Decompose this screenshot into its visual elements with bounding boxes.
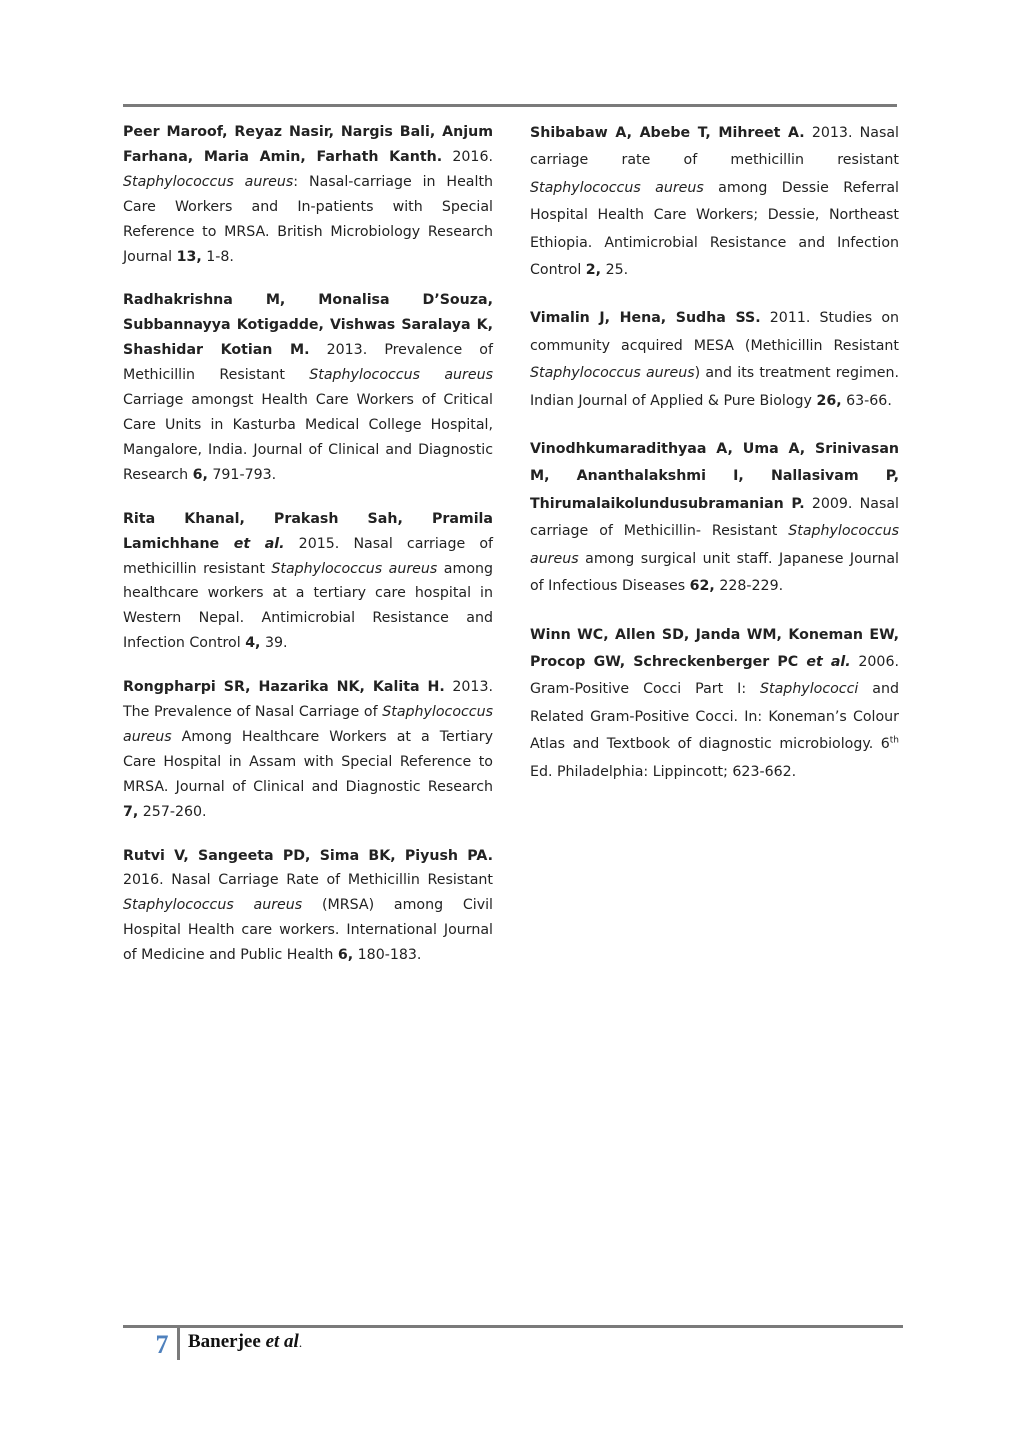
species-name: Staphylococcus aureus (530, 179, 704, 196)
references-right-column (530, 120, 899, 807)
species-name: Staphylococci (760, 681, 859, 698)
reference-pages: 1-8. (201, 248, 234, 265)
reference-volume: 4, (245, 635, 261, 652)
running-footer (188, 1331, 302, 1353)
footer-author-name: Banerjee (188, 1331, 261, 1352)
reference-text: 2016. (442, 148, 493, 165)
reference-text: 2015. Nasal carriage of methicillin resistant (123, 535, 494, 577)
species-name: Staphylococcus aureus (123, 897, 303, 914)
reference-entry (123, 675, 493, 824)
superscript: th (889, 735, 899, 746)
header-rule (123, 104, 897, 107)
reference-pages: 25. (601, 262, 629, 279)
reference-authors: Vimalin J, Hena, Sudha SS. (530, 310, 761, 327)
reference-volume: 6, (192, 466, 208, 483)
species-name: Staphylococcus aureus (530, 365, 695, 382)
reference-entry (123, 507, 493, 656)
reference-pages: 228-229. (714, 578, 784, 595)
reference-authors: Rongpharpi SR, Hazarika NK, Kalita H. (123, 679, 445, 696)
reference-pages: 39. (260, 635, 288, 652)
reference-pages: 791-793. (207, 466, 277, 483)
reference-pages: 257-260. (138, 803, 207, 820)
reference-authors: Shibabaw A, Abebe T, Mihreet A. (530, 125, 805, 141)
reference-etal: et al. (219, 535, 285, 552)
reference-text: 2013. Prevalence of Methicillin Resistant (123, 342, 493, 384)
reference-text: 2016. Nasal Carriage Rate of Methicillin Resistant (123, 872, 493, 889)
reference-text: and Related Gram-Positive Cocci. In: Koneman’s Colour Atlas and Textbook of diagnostic microbiology. 6 (530, 681, 899, 753)
reference-authors: Rutvi V, Sangeeta PD, Sima BK, Piyush PA. (123, 847, 493, 864)
species-name: Staphylococcus aureus (271, 560, 438, 577)
reference-pages: 63-66. (841, 392, 892, 409)
reference-entry (530, 120, 899, 284)
reference-text: Among Healthcare Workers at a Tertiary Care Hospital in Assam with Special Reference to MRSA. Journal of Clinical and Diagnostic Research (123, 728, 493, 795)
species-name: Staphylococcus aureus (309, 367, 493, 384)
reference-entry (123, 844, 493, 969)
reference-text: 2011. Studies on community acquired MESA (Methicillin Resistant (530, 310, 899, 354)
reference-volume: 2, (585, 262, 602, 279)
reference-authors: Vinodhkumaradithyaa A, Uma A, Srinivasan M, Ananthalakshmi I, Nallasivam P, Thirumalaikolundusubramanian P. (530, 441, 899, 512)
reference-entry (530, 622, 899, 786)
footer-rule (123, 1325, 903, 1328)
reference-text: (MRSA) among Civil Hospital Health care workers. International Journal of Medicine and Public Health (123, 897, 493, 964)
reference-text: 2013. The Prevalence of Nasal Carriage of (123, 679, 493, 721)
reference-text: 2006. Gram-Positive Cocci Part I: (530, 653, 899, 698)
reference-text: among healthcare workers at a tertiary care hospital in Western Nepal. Antimicrobial Resistance and Infection Control (123, 560, 493, 652)
reference-text: among Dessie Referral Hospital Health Care Workers; Dessie, Northeast Ethiopia. Antimicrobial Resistance and Infection Control (530, 179, 899, 279)
reference-text: 2013. Nasal carriage rate of methicillin resistant (530, 125, 899, 169)
reference-authors: Radhakrishna M, Monalisa D’Souza, Subbannayya Kotigadde, Vishwas Saralaya K, Shashidar Kotian M. (123, 292, 493, 359)
reference-volume: 62, (689, 578, 715, 595)
reference-volume: 26, (816, 392, 842, 409)
reference-text: Carriage amongst Health Care Workers of Critical Care Units in Kasturba Medical College Hospital, Mangalore, India. Journal of Clinical and Diagnostic Research (123, 392, 493, 483)
reference-text: ) and its treatment regimen. Indian Journal of Applied & Pure Biology (530, 365, 899, 409)
reference-entry (530, 305, 899, 415)
reference-text: among surgical unit staff. Japanese Journal of Infectious Diseases (530, 550, 899, 595)
species-name: Staphylococcus aureus (123, 704, 493, 745)
reference-authors: Peer Maroof, Reyaz Nasir, Nargis Bali, Anjum Farhana, Maria Amin, Farhath Kanth. (123, 124, 493, 165)
reference-entry (123, 288, 493, 487)
reference-volume: 13, (176, 248, 202, 265)
reference-etal: et al. (798, 653, 851, 670)
species-name: Staphylococcus aureus (530, 523, 899, 567)
reference-text: Ed. Philadelphia: Lippincott; 623-662. (530, 763, 797, 780)
reference-authors: Rita Khanal, Prakash Sah, Pramila Lamichhane (123, 510, 493, 552)
reference-text: 2009. Nasal carriage of Methicillin- Resistant (530, 495, 899, 540)
footer-etal: et al (260, 1331, 299, 1352)
reference-volume: 7, (123, 803, 139, 820)
species-name: Staphylococcus aureus (123, 173, 294, 190)
footer-divider (177, 1327, 180, 1360)
references-left-column (123, 120, 493, 987)
reference-entry (530, 436, 899, 600)
footer-dot: . (298, 1335, 303, 1350)
reference-text: : Nasal-carriage in Health Care Workers and In-patients with Special Reference to MRSA. British Microbiology Research Journal (123, 173, 493, 265)
reference-authors: Winn WC, Allen SD, Janda WM, Koneman EW, Procop GW, Schreckenberger PC (530, 626, 899, 670)
reference-pages: 180-183. (353, 947, 422, 964)
page-number: 7 (155, 1330, 169, 1359)
reference-entry (123, 120, 493, 269)
reference-volume: 6, (337, 947, 354, 964)
